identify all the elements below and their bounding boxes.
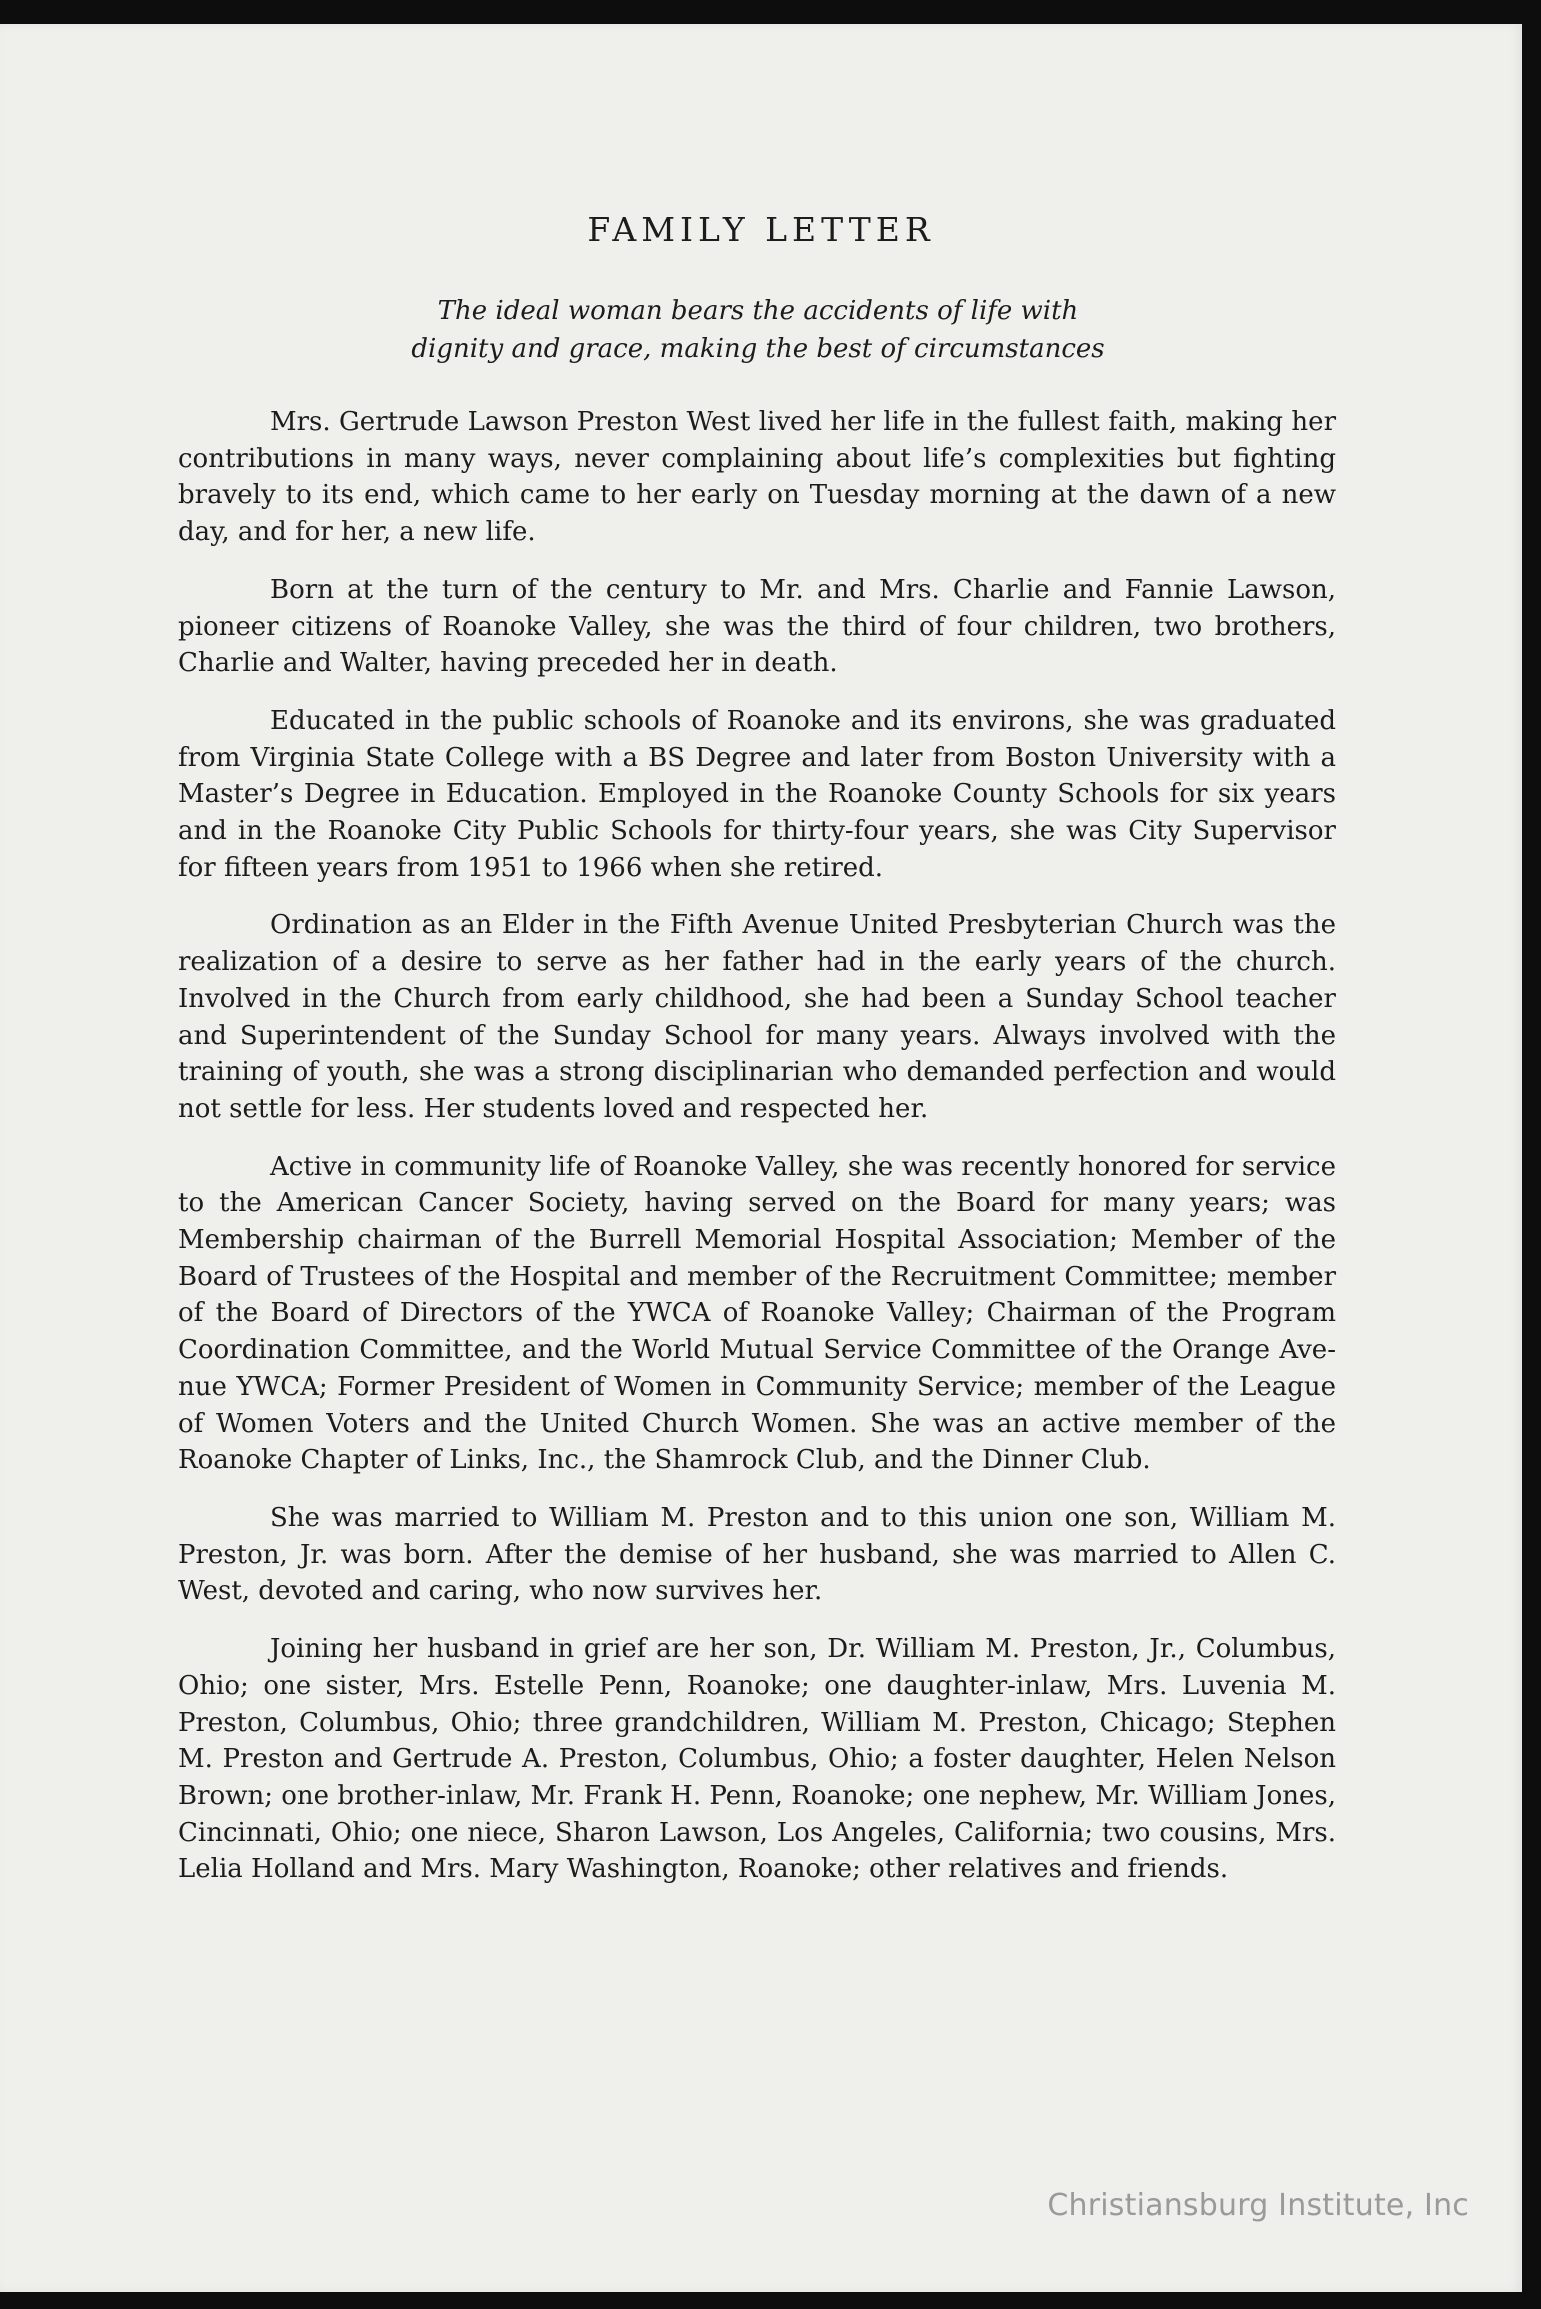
body-paragraph: Educated in the public schools of Roanoke and its environs, she was graduated from Virginia State College with a BS Degree and later from Boston University with a Master’s Degree in Education. Employed in the Roanoke County Schools for six years and in the Roanoke City Public Schools for thirty-four years, she was City Supervisor for fifteen years from 1951 to 1966 when she retired. [178,705,1336,883]
letter-page [0,24,1522,2292]
body-paragraph: Ordination as an Elder in the Fifth Avenue United Presbyterian Church was the realization of a desire to serve as her father had in the early years of the church. Involved in the Church from early childhood, she had been a Sunday School teacher and Superintendent of the Sunday School for many years. Always involved with the training of youth, she was a strong disciplinarian who demanded perfection and would not settle for less. Her students loved and respected her. [178,910,1336,1124]
body-paragraph: Active in community life of Roanoke Valley, she was recently honored for service to the American Cancer Society, having served on the Board for many years; was Membership chairman of the Burrell Memorial Hospital Association; Member of the Board of Trustees of the Hospital and member of the Recruitment Committee; member of the Board of Directors of the YWCA of Roanoke Valley; Chairman of the Program Coordination Committee, and the World Mutual Service Committee of the Orange Avenue YWCA; Former President of Women in Community Service; member of the League of Women Voters and the United Church Women. She was an active member of the Roanoke Chapter of Links, Inc., the Shamrock Club, and the Dinner Club. [178,1151,1336,1476]
watermark: Christiansburg Institute, Inc [1047,2188,1469,2223]
letter-title: FAMILY LETTER [587,210,935,249]
body-paragraph: Joining her husband in grief are her son, Dr. William M. Preston, Jr., Columbus, Ohio; one sister, Mrs. Estelle Penn, Roanoke; one daughter-inlaw, Mrs. Luvenia M. Preston, Columbus, Ohio; three grandchildren, William M. Preston, Chicago; Stephen M. Preston and Gertrude A. Preston, Columbus, Ohio; a foster daughter, Helen Nelson Brown; one brother-inlaw, Mr. Frank H. Penn, Roanoke; one nephew, Mr. William Jones, Cincinnati, Ohio; one niece, Sharon Lawson, Los Angeles, California; two cousins, Mrs. Lelia Holland and Mrs. Mary Washington, Roanoke; other relatives and friends. [178,1634,1336,1885]
body-paragraph: She was married to William M. Preston and to this union one son, William M. Preston, Jr. was born. After the demise of her husband, she was married to Allen C. West, devoted and caring, who now survives her. [178,1502,1336,1607]
epigraph [300,292,1216,368]
epigraph-line: dignity and grace, making the best of circumstances [411,334,1105,364]
letter-body [178,404,1336,1909]
body-paragraph: Mrs. Gertrude Lawson Preston West lived her life in the fullest faith, making her contributions in many ways, never complaining about life’s complexities but fighting bravely to its end, which came to her early on Tuesday morning at the dawn of a new day, and for her, a new life. [178,407,1336,548]
epigraph-line: The ideal woman bears the accidents of life with [437,296,1079,326]
body-paragraph: Born at the turn of the century to Mr. and Mrs. Charlie and Fannie Lawson, pioneer citizens of Roanoke Valley, she was the third of four children, two brothers, Charlie and Walter, having preceded her in death. [178,574,1336,679]
